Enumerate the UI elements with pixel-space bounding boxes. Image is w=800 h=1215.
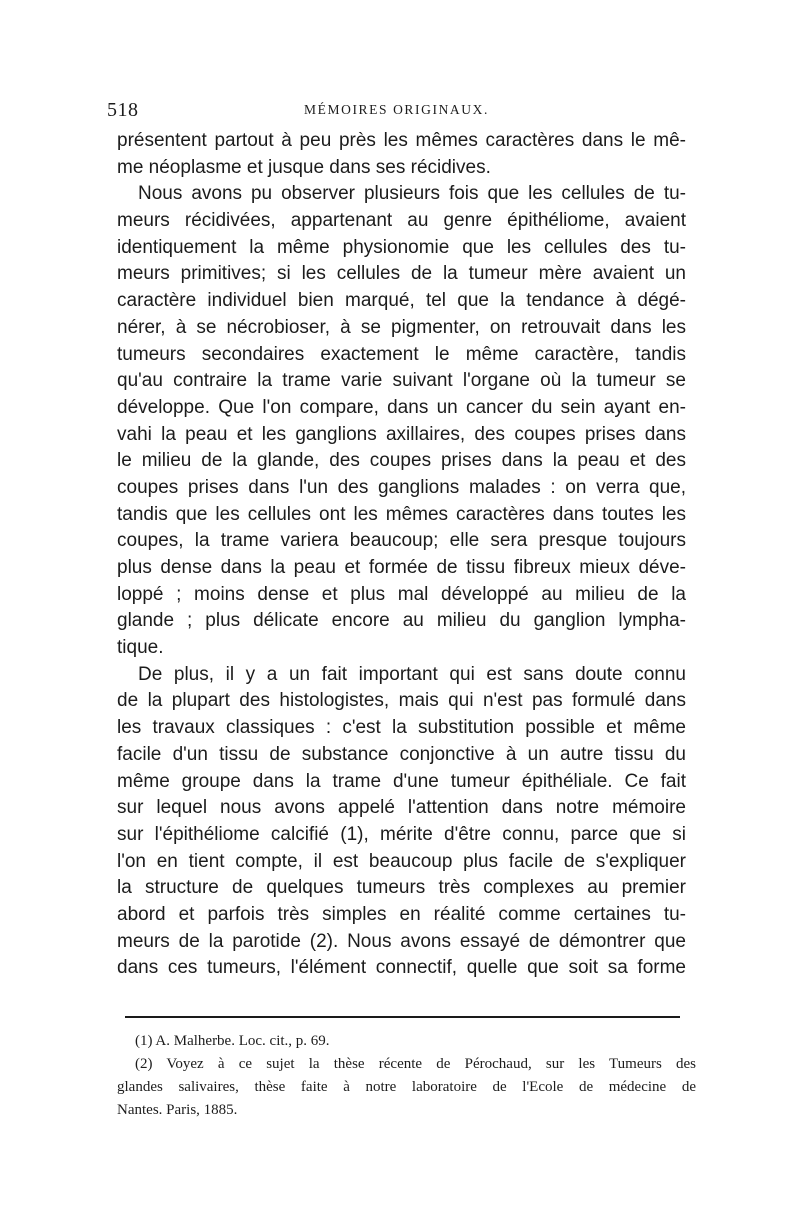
- text-line: qu'au contraire la trame varie suivant l'organe où la tumeur se: [117, 370, 686, 392]
- text-line: coupes, la trame variera beaucoup; elle sera presque toujours: [117, 530, 686, 552]
- footnotes: [117, 1030, 696, 1122]
- text-line: le milieu de la glande, des coupes prises dans la peau et des: [117, 450, 686, 472]
- text-line: sur l'épithéliome calcifié (1), mérite d'être connu, parce que si: [117, 823, 686, 845]
- running-title: MÉMOIRES ORIGINAUX.: [304, 102, 489, 117]
- page-number: 518: [107, 99, 139, 121]
- text-line: tique.: [117, 637, 164, 659]
- text-line: abord et parfois très simples en réalité comme certaines tu-: [117, 903, 686, 925]
- footnote-line: glandes salivaires, thèse faite à notre laboratoire de l'Ecole de médecine de: [117, 1079, 696, 1095]
- footnote-line: (1) A. Malherbe. Loc. cit., p. 69.: [135, 1033, 330, 1049]
- text-line: l'on en tient compte, il est beaucoup plus facile de s'expliquer: [117, 850, 686, 872]
- main-text: [117, 128, 686, 982]
- text-line: meurs primitives; si les cellules de la tumeur mère avaient un: [117, 263, 686, 285]
- footnote-line: (2) Voyez à ce sujet la thèse récente de Pérochaud, sur les Tumeurs des: [135, 1056, 696, 1072]
- text-line: plus dense dans la peau et formée de tissu fibreux mieux déve-: [117, 557, 686, 578]
- text-line: De plus, il y a un fait important qui est sans doute connu: [138, 663, 686, 685]
- text-line: vahi la peau et les ganglions axillaires, des coupes prises dans: [117, 423, 686, 445]
- text-line: développe. Que l'on compare, dans un cancer du sein ayant en-: [117, 396, 686, 418]
- text-line: glande ; plus délicate encore au milieu du ganglion lympha-: [117, 610, 686, 632]
- text-line: caractère individuel bien marqué, tel que la tendance à dégé-: [117, 290, 686, 312]
- text-line: identiquement la même physionomie que les cellules des tu-: [117, 236, 686, 258]
- text-line: Nous avons pu observer plusieurs fois que les cellules de tu-: [138, 183, 686, 205]
- footnote-divider: [125, 1016, 680, 1018]
- text-line: tumeurs secondaires exactement le même caractère, tandis: [117, 343, 686, 365]
- text-line: meurs récidivées, appartenant au genre épithéliome, avaient: [117, 210, 686, 232]
- text-line: meurs de la parotide (2). Nous avons essayé de démontrer que: [117, 930, 686, 952]
- text-line: sur lequel nous avons appelé l'attention dans notre mémoire: [117, 797, 686, 819]
- text-line: la structure de quelques tumeurs très complexes au premier: [117, 877, 686, 899]
- text-line: présentent partout à peu près les mêmes caractères dans le mê-: [117, 130, 686, 151]
- text-line: me néoplasme et jusque dans ses récidives.: [117, 156, 491, 178]
- text-line: loppé ; moins dense et plus mal développé au milieu de la: [117, 583, 686, 605]
- text-line: les travaux classiques : c'est la substitution possible et même: [117, 717, 686, 739]
- text-line: tandis que les cellules ont les mêmes caractères dans toutes les: [117, 503, 686, 525]
- page-header: [107, 95, 686, 125]
- text-line: dans ces tumeurs, l'élément connectif, quelle que soit sa forme: [117, 957, 686, 979]
- text-line: même groupe dans la trame d'une tumeur épithéliale. Ce fait: [117, 770, 686, 792]
- text-line: coupes prises dans l'un des ganglions malades : on verra que,: [117, 476, 686, 498]
- text-line: de la plupart des histologistes, mais qui n'est pas formulé dans: [117, 690, 686, 712]
- text-line: facile d'un tissu de substance conjonctive à un autre tissu du: [117, 743, 686, 765]
- text-line: nérer, à se nécrobioser, à se pigmenter, on retrouvait dans les: [117, 316, 686, 338]
- footnote-line: Nantes. Paris, 1885.: [117, 1102, 238, 1118]
